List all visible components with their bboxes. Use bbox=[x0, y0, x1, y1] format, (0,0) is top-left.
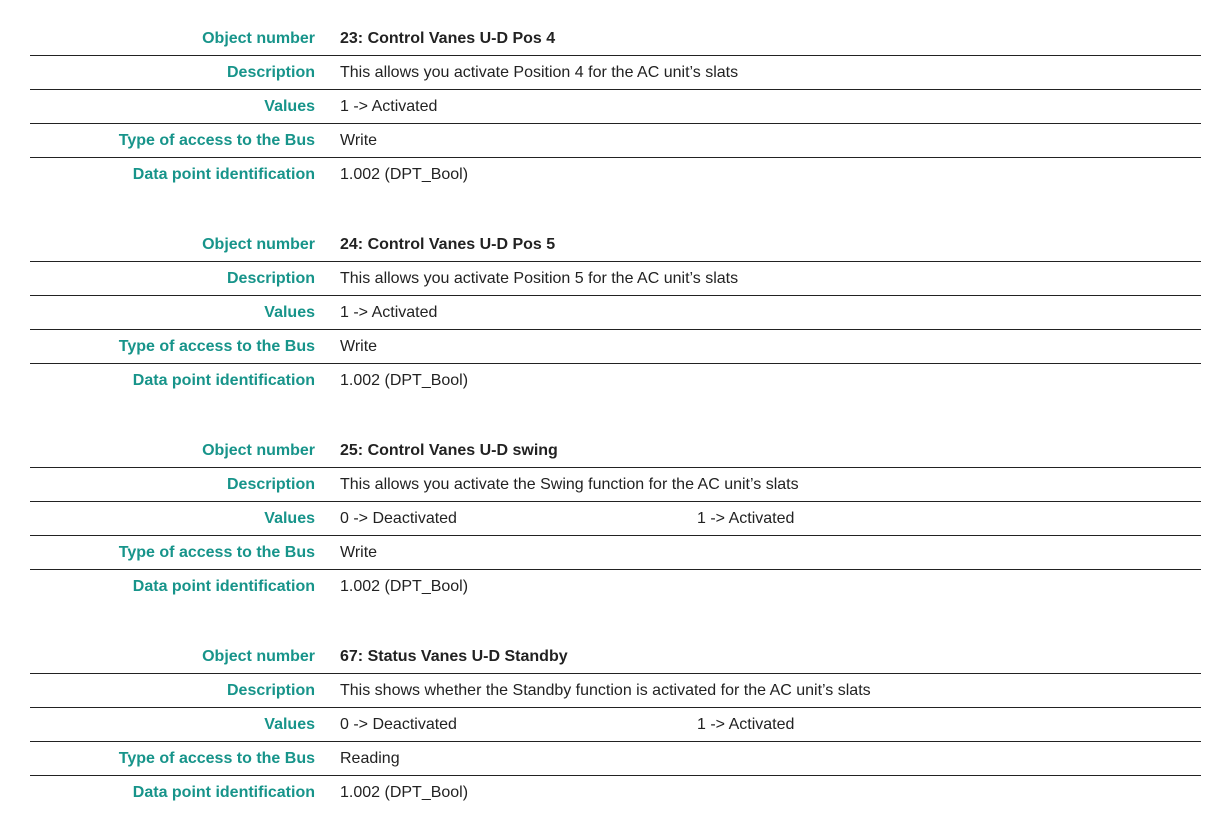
dpt-value: 1.002 (DPT_Bool) bbox=[340, 166, 469, 183]
description-row bbox=[30, 56, 1201, 90]
value-option: 0 -> Deactivated bbox=[340, 509, 457, 527]
object-block-24 bbox=[30, 228, 1201, 398]
value-option: 0 -> Deactivated bbox=[340, 715, 457, 733]
description-label: Description bbox=[226, 475, 315, 493]
object-title: 23: Control Vanes U-D Pos 4 bbox=[340, 29, 556, 47]
object-number-label: Object number bbox=[202, 235, 315, 253]
dpt-row bbox=[30, 570, 1201, 604]
object-block-67 bbox=[30, 640, 1201, 810]
values-label: Values bbox=[264, 97, 315, 115]
description-label: Description bbox=[226, 63, 315, 81]
object-title: 67: Status Vanes U-D Standby bbox=[340, 647, 568, 665]
access-value: Write bbox=[340, 131, 378, 149]
access-label: Type of access to the Bus bbox=[118, 337, 315, 355]
dpt-row bbox=[30, 776, 1201, 810]
object-number-label: Object number bbox=[202, 441, 315, 459]
value-option: 1 -> Activated bbox=[697, 509, 795, 527]
access-label: Type of access to the Bus bbox=[118, 543, 315, 561]
description-value: This allows you activate the Swing function for the AC unit’s slats bbox=[340, 475, 799, 493]
dpt-label: Data point identification bbox=[132, 578, 315, 595]
dpt-label: Data point identification bbox=[132, 166, 315, 183]
object-number-row bbox=[30, 22, 1201, 56]
description-row bbox=[30, 262, 1201, 296]
description-value: This shows whether the Standby function is activated for the AC unit’s slats bbox=[340, 681, 871, 699]
values-value bbox=[340, 304, 697, 322]
object-title: 25: Control Vanes U-D swing bbox=[340, 441, 558, 459]
description-label: Description bbox=[226, 269, 315, 287]
value-option: 1 -> Activated bbox=[340, 303, 438, 321]
object-number-label: Object number bbox=[202, 647, 315, 665]
access-row bbox=[30, 124, 1201, 158]
object-block-25 bbox=[30, 434, 1201, 604]
description-value: This allows you activate Position 5 for the AC unit’s slats bbox=[340, 269, 739, 287]
object-number-row bbox=[30, 640, 1201, 674]
access-row bbox=[30, 536, 1201, 570]
values-label: Values bbox=[264, 509, 315, 527]
value-option: 1 -> Activated bbox=[340, 97, 438, 115]
dpt-value: 1.002 (DPT_Bool) bbox=[340, 578, 469, 595]
values-value bbox=[340, 510, 794, 528]
value-option: 1 -> Activated bbox=[697, 715, 795, 733]
dpt-value: 1.002 (DPT_Bool) bbox=[340, 372, 469, 389]
values-row bbox=[30, 90, 1201, 124]
description-row bbox=[30, 674, 1201, 708]
dpt-label: Data point identification bbox=[132, 784, 315, 801]
access-row bbox=[30, 742, 1201, 776]
description-row bbox=[30, 468, 1201, 502]
values-label: Values bbox=[264, 303, 315, 321]
access-value: Write bbox=[340, 337, 378, 355]
values-label: Values bbox=[264, 715, 315, 733]
values-row bbox=[30, 502, 1201, 536]
access-value: Write bbox=[340, 543, 378, 561]
dpt-value: 1.002 (DPT_Bool) bbox=[340, 784, 469, 801]
values-value bbox=[340, 716, 794, 734]
values-row bbox=[30, 708, 1201, 742]
access-label: Type of access to the Bus bbox=[118, 131, 315, 149]
access-label: Type of access to the Bus bbox=[118, 749, 315, 767]
object-number-label: Object number bbox=[202, 29, 315, 47]
dpt-label: Data point identification bbox=[132, 372, 315, 389]
values-row bbox=[30, 296, 1201, 330]
object-number-row bbox=[30, 228, 1201, 262]
dpt-row bbox=[30, 158, 1201, 192]
dpt-row bbox=[30, 364, 1201, 398]
access-value: Reading bbox=[340, 749, 400, 767]
access-row bbox=[30, 330, 1201, 364]
description-label: Description bbox=[226, 681, 315, 699]
object-number-row bbox=[30, 434, 1201, 468]
object-title: 24: Control Vanes U-D Pos 5 bbox=[340, 235, 556, 253]
object-block-23 bbox=[30, 22, 1201, 192]
description-value: This allows you activate Position 4 for the AC unit’s slats bbox=[340, 63, 739, 81]
values-value bbox=[340, 98, 697, 116]
